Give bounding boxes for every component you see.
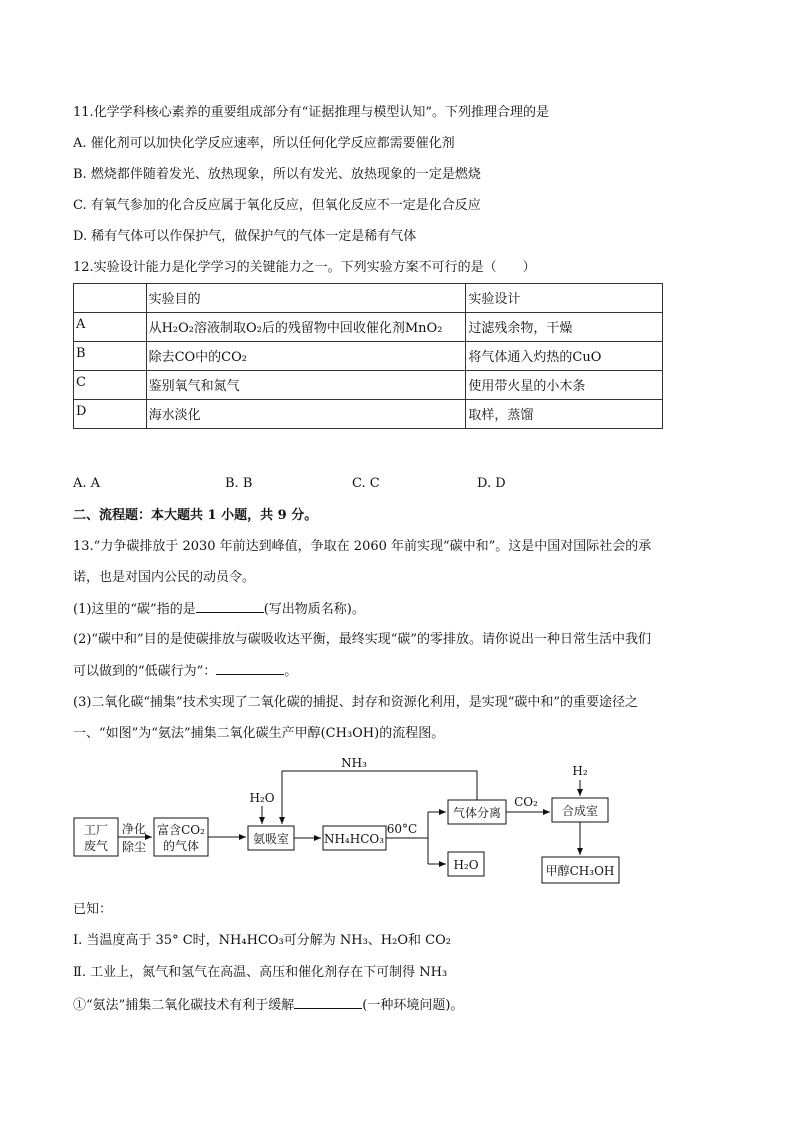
table-cell: C bbox=[74, 371, 147, 400]
factory-label-1: 工厂 bbox=[83, 823, 109, 837]
q11-option-b: B. 燃烧都伴随着发光、放热现象，所以有发光、放热现象的一定是燃烧 bbox=[73, 167, 481, 182]
nh3-label: NH₃ bbox=[341, 756, 367, 770]
q11-option-c: C. 有氧气参加的化合反应属于氧化反应，但氧化反应不一定是化合反应 bbox=[73, 198, 481, 213]
q12-choice-d: D. D bbox=[477, 476, 506, 491]
temp-label: 60°C bbox=[386, 822, 418, 836]
q13-part2-line1: (2)“碳中和”目的是使碳排放与碳吸收达平衡，最终实现“碳”的零排放。请你说出一种日常生活中我们 bbox=[73, 632, 651, 647]
q13-part1-text: (1)这里的“碳”指的是 bbox=[73, 602, 196, 617]
table-cell: 除去CO中的CO₂ bbox=[146, 342, 466, 371]
q13-sub1 bbox=[73, 996, 463, 1015]
q11-option-d: D. 稀有气体可以作保护气，做保护气的气体一定是稀有气体 bbox=[73, 229, 417, 244]
q12-choice-c: C. C bbox=[352, 476, 380, 491]
q13-stem-line2: 诺，也是对国内公民的动员令。 bbox=[73, 570, 256, 585]
q13-part2-suffix: 。 bbox=[284, 664, 298, 679]
q13-stem-line1: 13.“力争碳排放于 2030 年前达到峰值，争取在 2060 年前实现“碳中和”。这是中国对国际社会的承 bbox=[73, 539, 652, 554]
table-cell: 过滤残余物，干燥 bbox=[466, 313, 663, 342]
h2o-out-label: H₂O bbox=[453, 858, 479, 872]
table-cell: A bbox=[74, 313, 147, 342]
q13-part3-line1: (3)二氧化碳“捕集”技术实现了二氧化碳的捕捉、封存和资源化利用，是实现“碳中和”的重要途径之 bbox=[73, 695, 638, 710]
table-cell: 从H₂O₂溶液制取O₂后的残留物中回收催化剂MnO₂ bbox=[146, 313, 466, 342]
table-cell: 鉴别氧气和氮气 bbox=[146, 371, 466, 400]
methanol-label: 甲醇CH₃OH bbox=[545, 864, 615, 878]
section-title: 二、流程题： bbox=[73, 508, 152, 523]
q13-part3-line2: 一、“如图”为“氨法”捕集二氧化碳生产甲醇(CH₃OH)的流程图。 bbox=[73, 726, 445, 741]
h2-label: H₂ bbox=[572, 764, 588, 778]
q12-choice-b: B. B bbox=[225, 476, 253, 491]
q11-stem: 11.化学学科核心素养的重要组成部分有“证据推理与模型认知”。下列推理合理的是 bbox=[73, 105, 549, 120]
table-cell: D bbox=[74, 400, 147, 429]
table-cell: 实验设计 bbox=[466, 284, 663, 313]
purify-label-2: 除尘 bbox=[121, 840, 147, 854]
separator-label: 气体分离 bbox=[452, 806, 502, 820]
q13-part1-suffix: (写出物质名称)。 bbox=[263, 602, 365, 617]
known-item-2: Ⅱ. 工业上，氮气和氢气在高温、高压和催化剂存在下可制得 NH₃ bbox=[73, 965, 448, 980]
h2o-in-label: H₂O bbox=[249, 791, 275, 805]
factory-label-2: 废气 bbox=[83, 839, 109, 853]
answer-blank[interactable] bbox=[294, 996, 362, 1009]
q12-choice-a: A. A bbox=[73, 476, 101, 491]
table-cell: 将气体通入灼热的CuO bbox=[466, 342, 663, 371]
synth-label: 合成室 bbox=[561, 804, 599, 818]
table-cell: B bbox=[74, 342, 147, 371]
q13-sub1-suffix: (一种环境问题)。 bbox=[362, 998, 464, 1013]
absorber-label: 氨吸室 bbox=[252, 832, 290, 846]
table-cell: 取样，蒸馏 bbox=[466, 400, 663, 429]
q13-part2-text: 可以做到的“低碳行为”： bbox=[73, 664, 217, 679]
purify-label-1: 净化 bbox=[121, 822, 147, 836]
q11-option-a: A. 催化剂可以加快化学反应速率，所以任何化学反应都需要催化剂 bbox=[73, 136, 455, 151]
co2gas-label-2: 的气体 bbox=[162, 839, 200, 853]
nh4hco3-label: NH₄HCO₃ bbox=[323, 832, 385, 846]
known-heading: 已知： bbox=[73, 902, 113, 917]
known-item-1: Ⅰ. 当温度高于 35° C时，NH₄HCO₃可分解为 NH₃、H₂O和 CO₂ bbox=[73, 933, 451, 948]
q12-stem: 12.实验设计能力是化学学习的关键能力之一。下列实验方案不可行的是（ ） bbox=[73, 260, 536, 275]
co2-label: CO₂ bbox=[514, 795, 538, 809]
table-cell: 海水淡化 bbox=[146, 400, 466, 429]
table-cell: 使用带火星的小木条 bbox=[466, 371, 663, 400]
table-cell: 实验目的 bbox=[146, 284, 466, 313]
q13-sub1-text: ①“氨法”捕集二氧化碳技术有利于缓解 bbox=[73, 998, 295, 1013]
section-desc: 本大题共 1 小题，共 9 分。 bbox=[151, 508, 318, 523]
co2gas-label-1: 富含CO₂ bbox=[157, 823, 205, 837]
